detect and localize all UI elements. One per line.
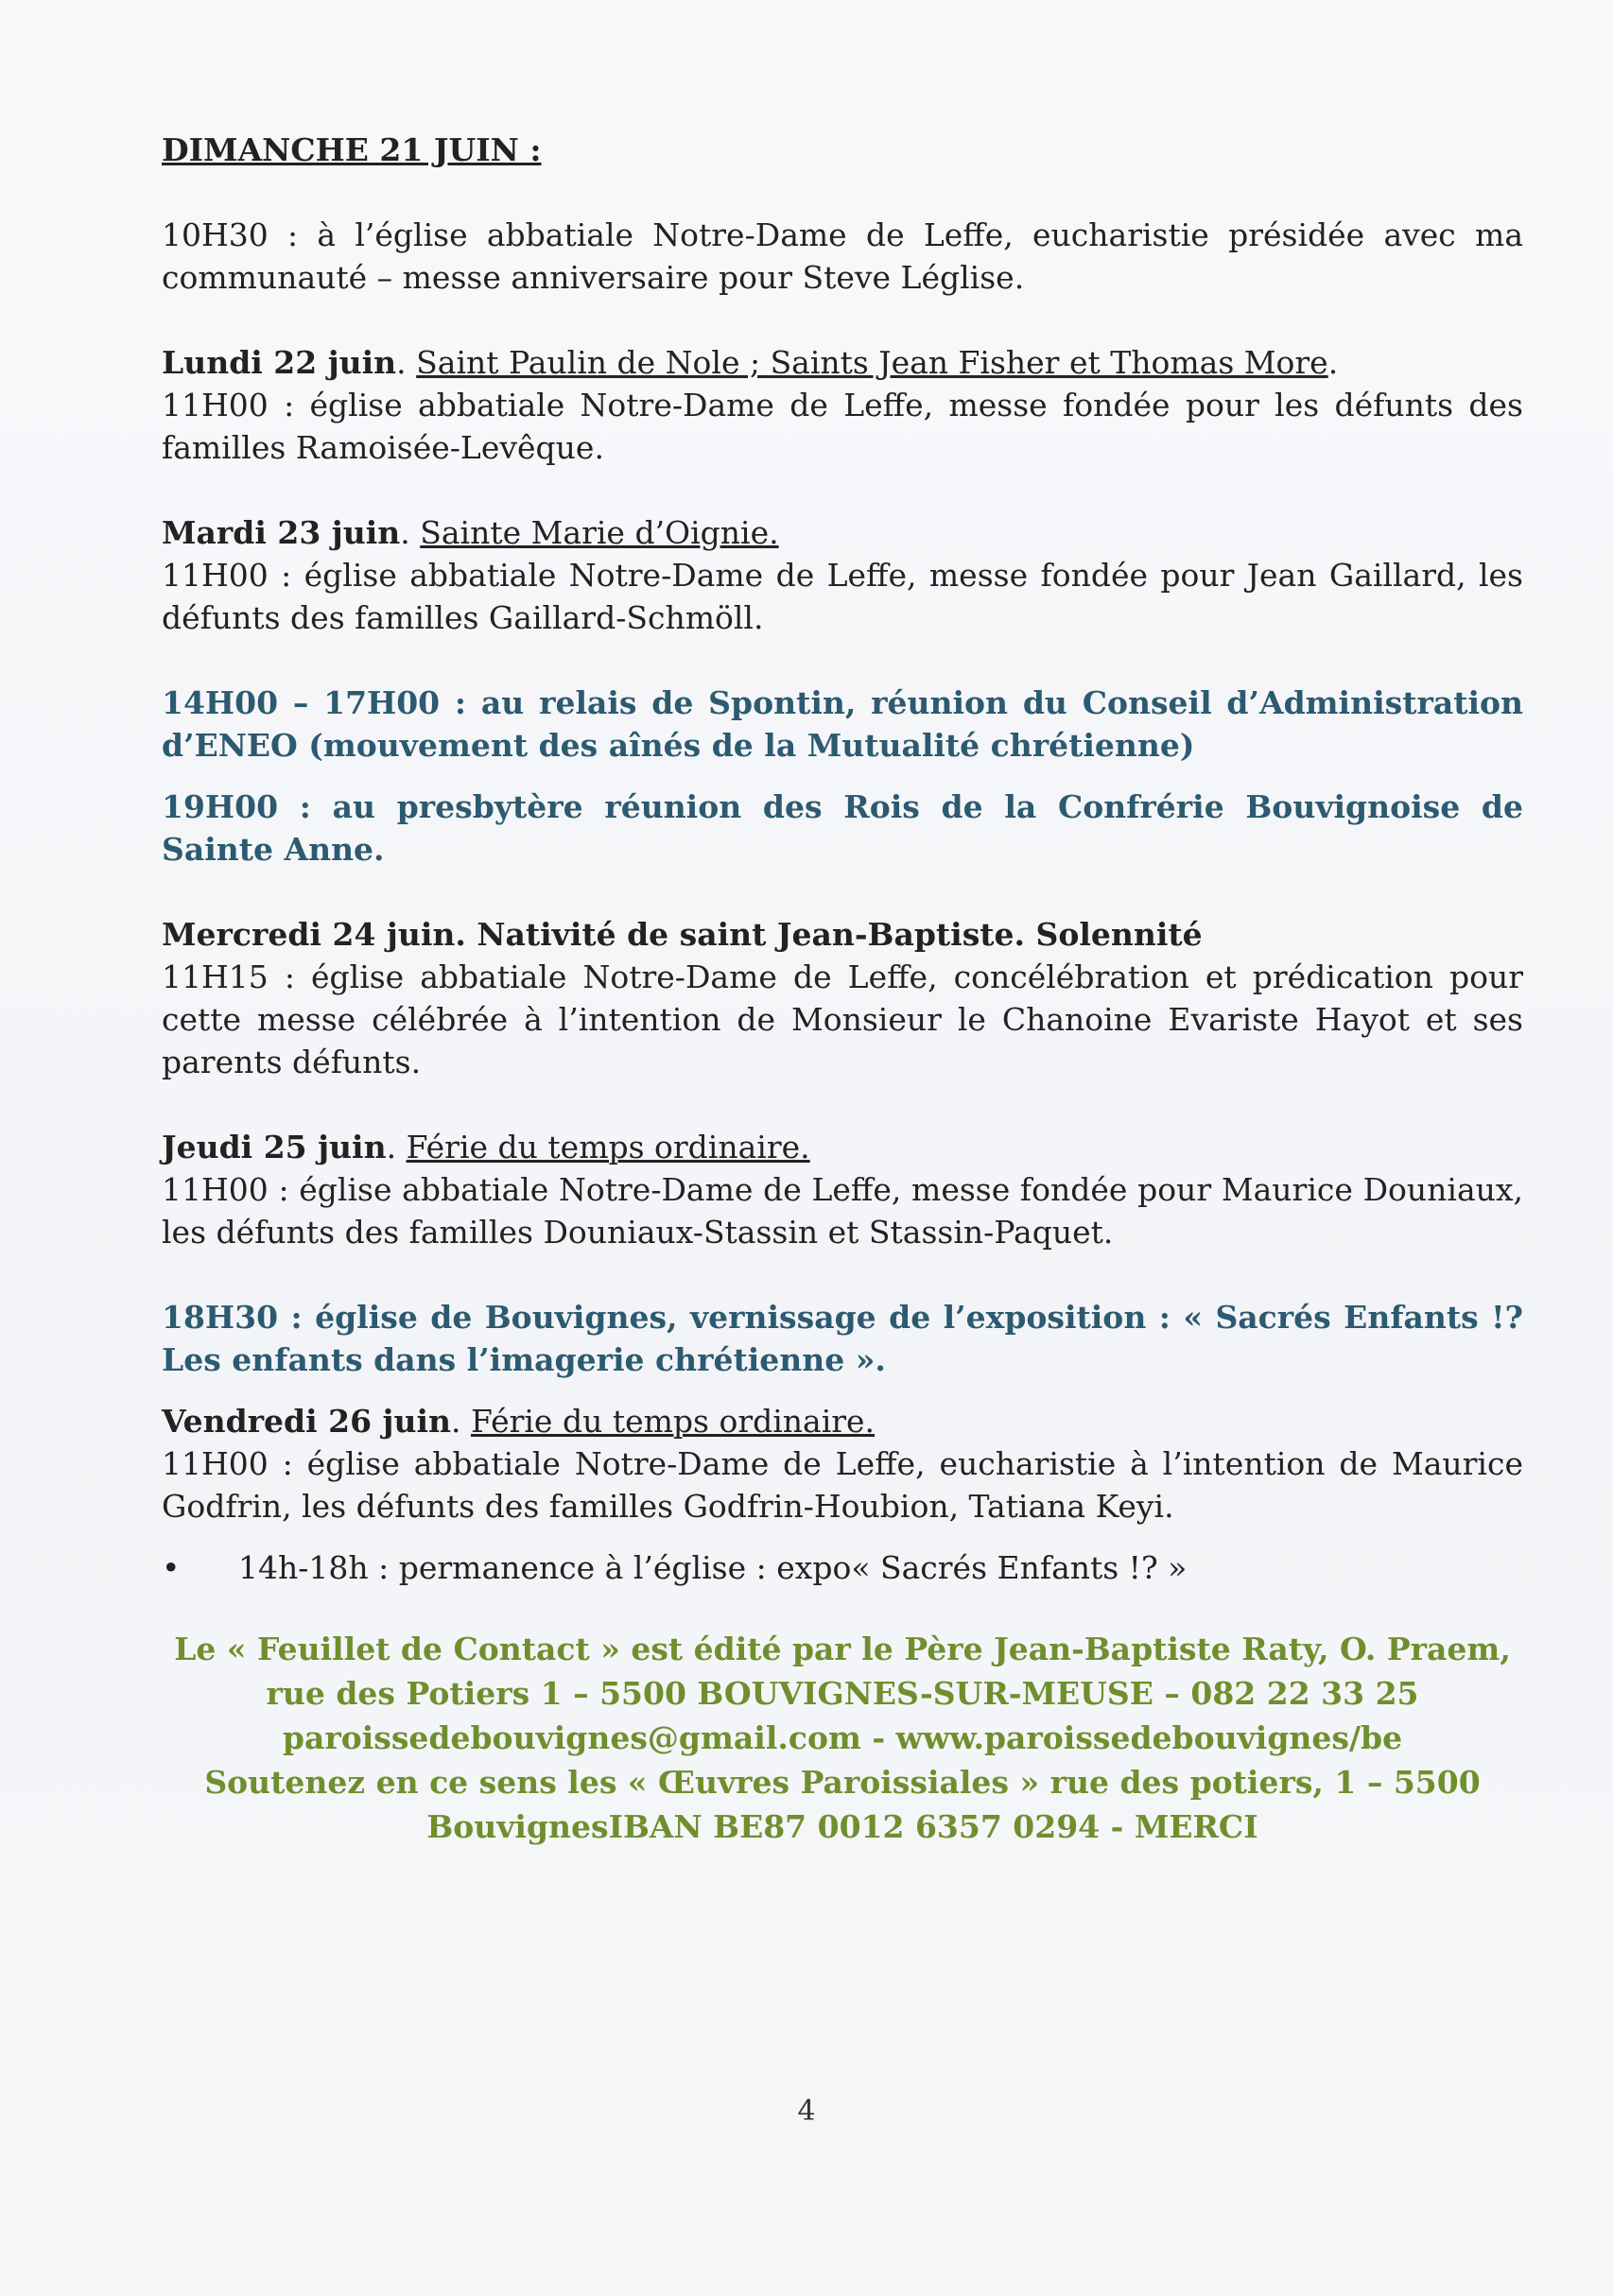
- monday-entry: 11H00 : église abbatiale Notre-Dame de Leffe, messe fondée pour les défunts des familles Ramoisée-Levêque.: [162, 387, 1523, 466]
- footer-line-1: Le « Feuillet de Contact » est édité par le Père Jean-Baptiste Raty, O. Praem,: [174, 1631, 1511, 1667]
- thursday-entry: 11H00 : église abbatiale Notre-Dame de Leffe, messe fondée pour Maurice Douniaux, les défunts des familles Douniaux-Stassin et Stassin-Paquet.: [162, 1171, 1523, 1251]
- monday-saint: Saint Paulin de Nole ; Saints Jean Fisher et Thomas More: [416, 344, 1328, 381]
- tuesday-day: Mardi 23 juin: [162, 514, 401, 551]
- bullet-text: 14h-18h : permanence à l’église : expo« Sacrés Enfants !? »: [238, 1549, 1188, 1586]
- bullet-icon: •: [162, 1549, 181, 1586]
- friday-day: Vendredi 26 juin: [162, 1403, 451, 1440]
- eneo-meeting: 14H00 – 17H00 : au relais de Spontin, réunion du Conseil d’Administration d’ENEO (mouvement des aînés de la Mutualité chrétienne): [162, 684, 1523, 764]
- bulletin-content: [162, 129, 1523, 1849]
- page-number: 4: [797, 2095, 816, 2128]
- tuesday-entry: 11H00 : église abbatiale Notre-Dame de Leffe, messe fondée pour Jean Gaillard, les défunts des familles Gaillard-Schmöll.: [162, 557, 1523, 636]
- contact-footer: [162, 1627, 1523, 1849]
- footer-line-5: BouvignesIBAN BE87 0012 6357 0294 - MERCI: [426, 1808, 1258, 1845]
- wednesday-header: Mercredi 24 juin. Nativité de saint Jean-Baptiste. Solennité: [162, 916, 1203, 953]
- friday-header: Vendredi 26 juin. Férie du temps ordinaire.: [162, 1403, 876, 1440]
- footer-line-2: rue des Potiers 1 – 5500 BOUVIGNES-SUR-MEUSE – 082 22 33 25: [266, 1675, 1419, 1712]
- tuesday-header: Mardi 23 juin. Sainte Marie d’Oignie.: [162, 514, 779, 551]
- bullet-item: [162, 1546, 1523, 1589]
- tuesday-saint: Sainte Marie d’Oignie.: [420, 514, 779, 551]
- wednesday-entry: 11H15 : église abbatiale Notre-Dame de Leffe, concélébration et prédication pour cette messe célébrée à l’intention de Monsieur le Chanoine Evariste Hayot et ses parents défunts.: [162, 958, 1523, 1080]
- friday-saint: Férie du temps ordinaire.: [470, 1403, 876, 1440]
- thursday-saint: Férie du temps ordinaire.: [406, 1129, 810, 1165]
- friday-entry: 11H00 : église abbatiale Notre-Dame de Leffe, eucharistie à l’intention de Maurice Godfrin, les défunts des familles Godfrin-Houbion, Tatiana Keyi.: [162, 1445, 1523, 1525]
- vernissage-event: 18H30 : église de Bouvignes, vernissage de l’exposition : « Sacrés Enfants !? Les enfants dans l’imagerie chrétienne ».: [162, 1299, 1523, 1378]
- footer-line-3: paroissedebouvignes@gmail.com - www.paroissedebouvignes/be: [282, 1719, 1403, 1756]
- thursday-day: Jeudi 25 juin: [162, 1129, 387, 1165]
- monday-header: Lundi 22 juin. Saint Paulin de Nole ; Saints Jean Fisher et Thomas More.: [162, 344, 1339, 381]
- section-heading-sunday: DIMANCHE 21 JUIN :: [162, 131, 542, 168]
- footer-line-4: Soutenez en ce sens les « Œuvres Paroissiales » rue des potiers, 1 – 5500: [204, 1764, 1481, 1801]
- rois-meeting: 19H00 : au presbytère réunion des Rois de la Confrérie Bouvignoise de Sainte Anne.: [162, 788, 1523, 868]
- sunday-entry: 10H30 : à l’église abbatiale Notre-Dame de Leffe, eucharistie présidée avec ma communauté – messe anniversaire pour Steve Léglise.: [162, 216, 1523, 296]
- thursday-header: Jeudi 25 juin. Férie du temps ordinaire.: [162, 1129, 810, 1165]
- monday-day: Lundi 22 juin: [162, 344, 397, 381]
